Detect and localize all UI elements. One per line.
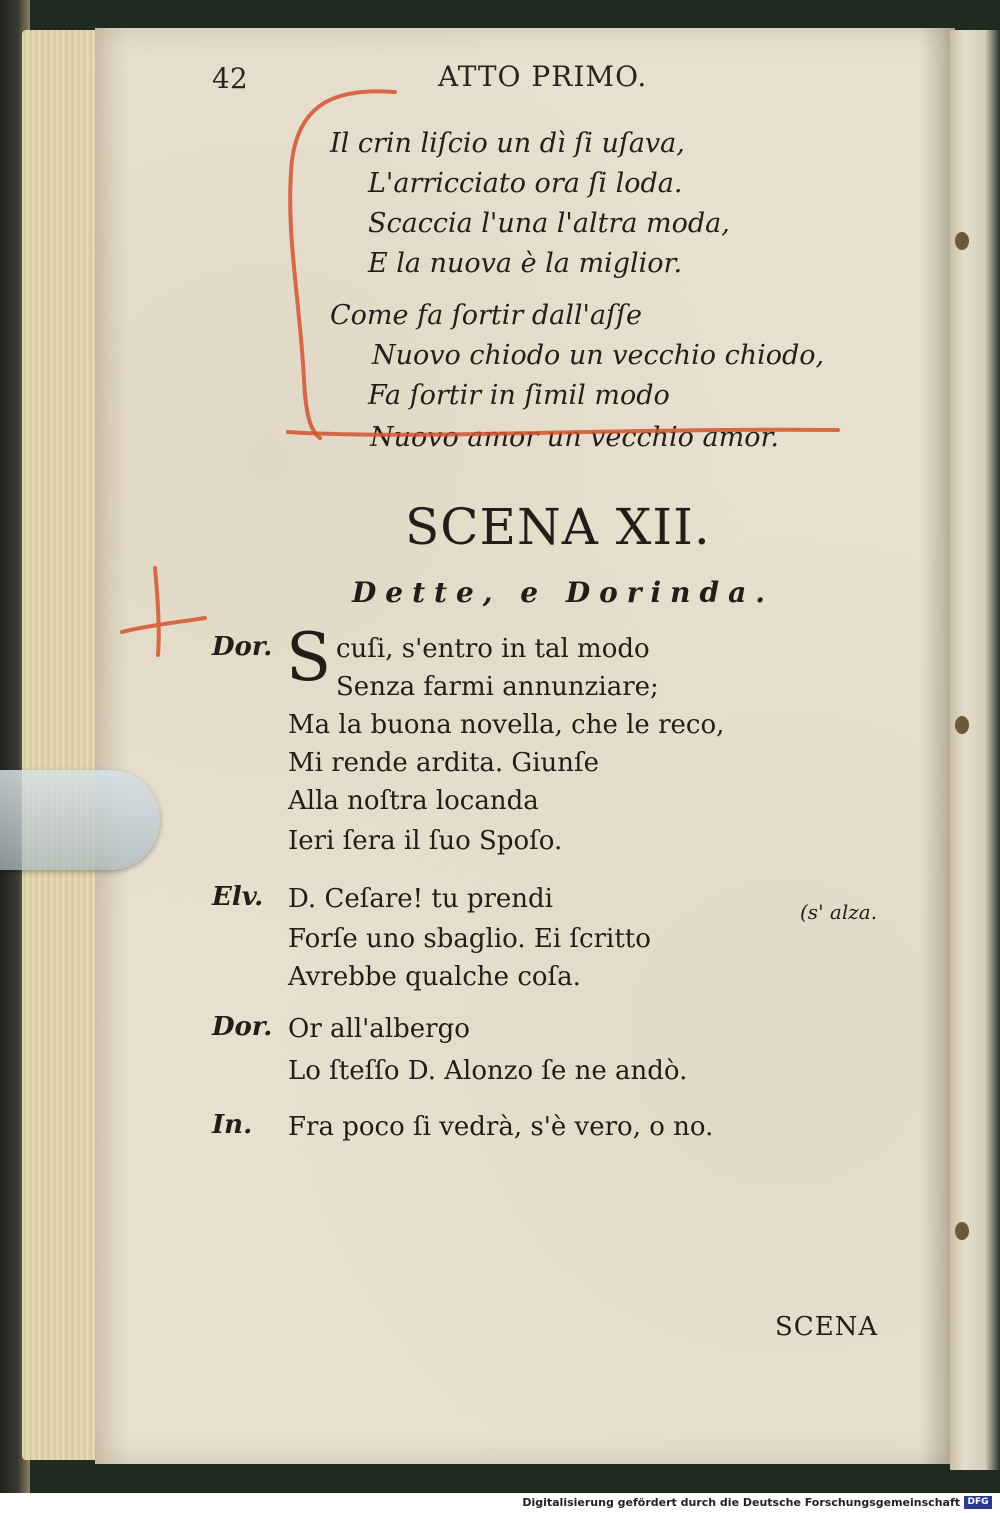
scene-title: SCENA XII. <box>405 498 711 556</box>
dialogue-line: Senza farmi annunziare; <box>336 672 659 702</box>
dialogue-line: Ma la buona novella, che le reco, <box>288 710 725 740</box>
running-head: ATTO PRIMO. <box>438 60 648 93</box>
verse-line: Il crin liſcio un dì ſi uſava, <box>330 128 685 159</box>
verse-line: Fa ſortir in ſimil modo <box>368 380 670 411</box>
stage-direction: (s' alza. <box>800 900 878 924</box>
dialogue-line: Avrebbe qualche coſa. <box>288 962 581 992</box>
red-pencil-bracket <box>290 91 395 438</box>
catchword: SCENA <box>775 1312 879 1342</box>
dialogue-line: D. Ceſare! tu prendi <box>288 884 554 914</box>
dialogue-line: cuſi, s'entro in tal modo <box>336 634 650 664</box>
verse-line: L'arricciato ora ſi loda. <box>368 168 683 199</box>
dialogue-line: Forſe uno sbaglio. Ei ſcritto <box>288 924 651 954</box>
verse-line: Scaccia l'una l'altra moda, <box>368 208 730 239</box>
dialogue-line: Lo ſteſſo D. Alonzo ſe ne andò. <box>288 1056 688 1086</box>
speaker-label: Elv. <box>212 882 264 912</box>
verse-line: E la nuova è la miglior. <box>368 248 683 279</box>
red-pencil-cross <box>122 568 205 655</box>
page-number: 42 <box>212 62 248 95</box>
drop-cap: S <box>286 619 332 696</box>
red-pencil-underline <box>288 430 838 435</box>
verse-line: Come fa ſortir dall'aſſe <box>330 300 643 331</box>
speaker-label: Dor. <box>212 1012 273 1042</box>
speaker-label: Dor. <box>212 632 273 662</box>
footer-credit: Digitalisierung gefördert durch die Deutsche Forschungsgemeinschaft <box>522 1496 960 1509</box>
dialogue-line: Ieri ſera il ſuo Spoſo. <box>288 826 563 856</box>
dialogue-line: Alla noſtra locanda <box>288 786 539 816</box>
verse-line: Nuovo chiodo un vecchio chiodo, <box>372 340 825 371</box>
speaker-label: In. <box>212 1110 253 1140</box>
dialogue-line: Mi rende ardita. Giunſe <box>288 748 600 778</box>
dialogue-line: Or all'albergo <box>288 1014 470 1044</box>
plastic-page-clip <box>0 770 160 870</box>
scene-characters: Dette, e Dorinda. <box>352 576 775 609</box>
verse-line: Nuovo amor un vecchio amor. <box>370 422 779 453</box>
dialogue-line: Fra poco ſi vedrà, s'è vero, o no. <box>288 1112 714 1142</box>
dfg-logo-icon: DFG <box>964 1496 992 1509</box>
